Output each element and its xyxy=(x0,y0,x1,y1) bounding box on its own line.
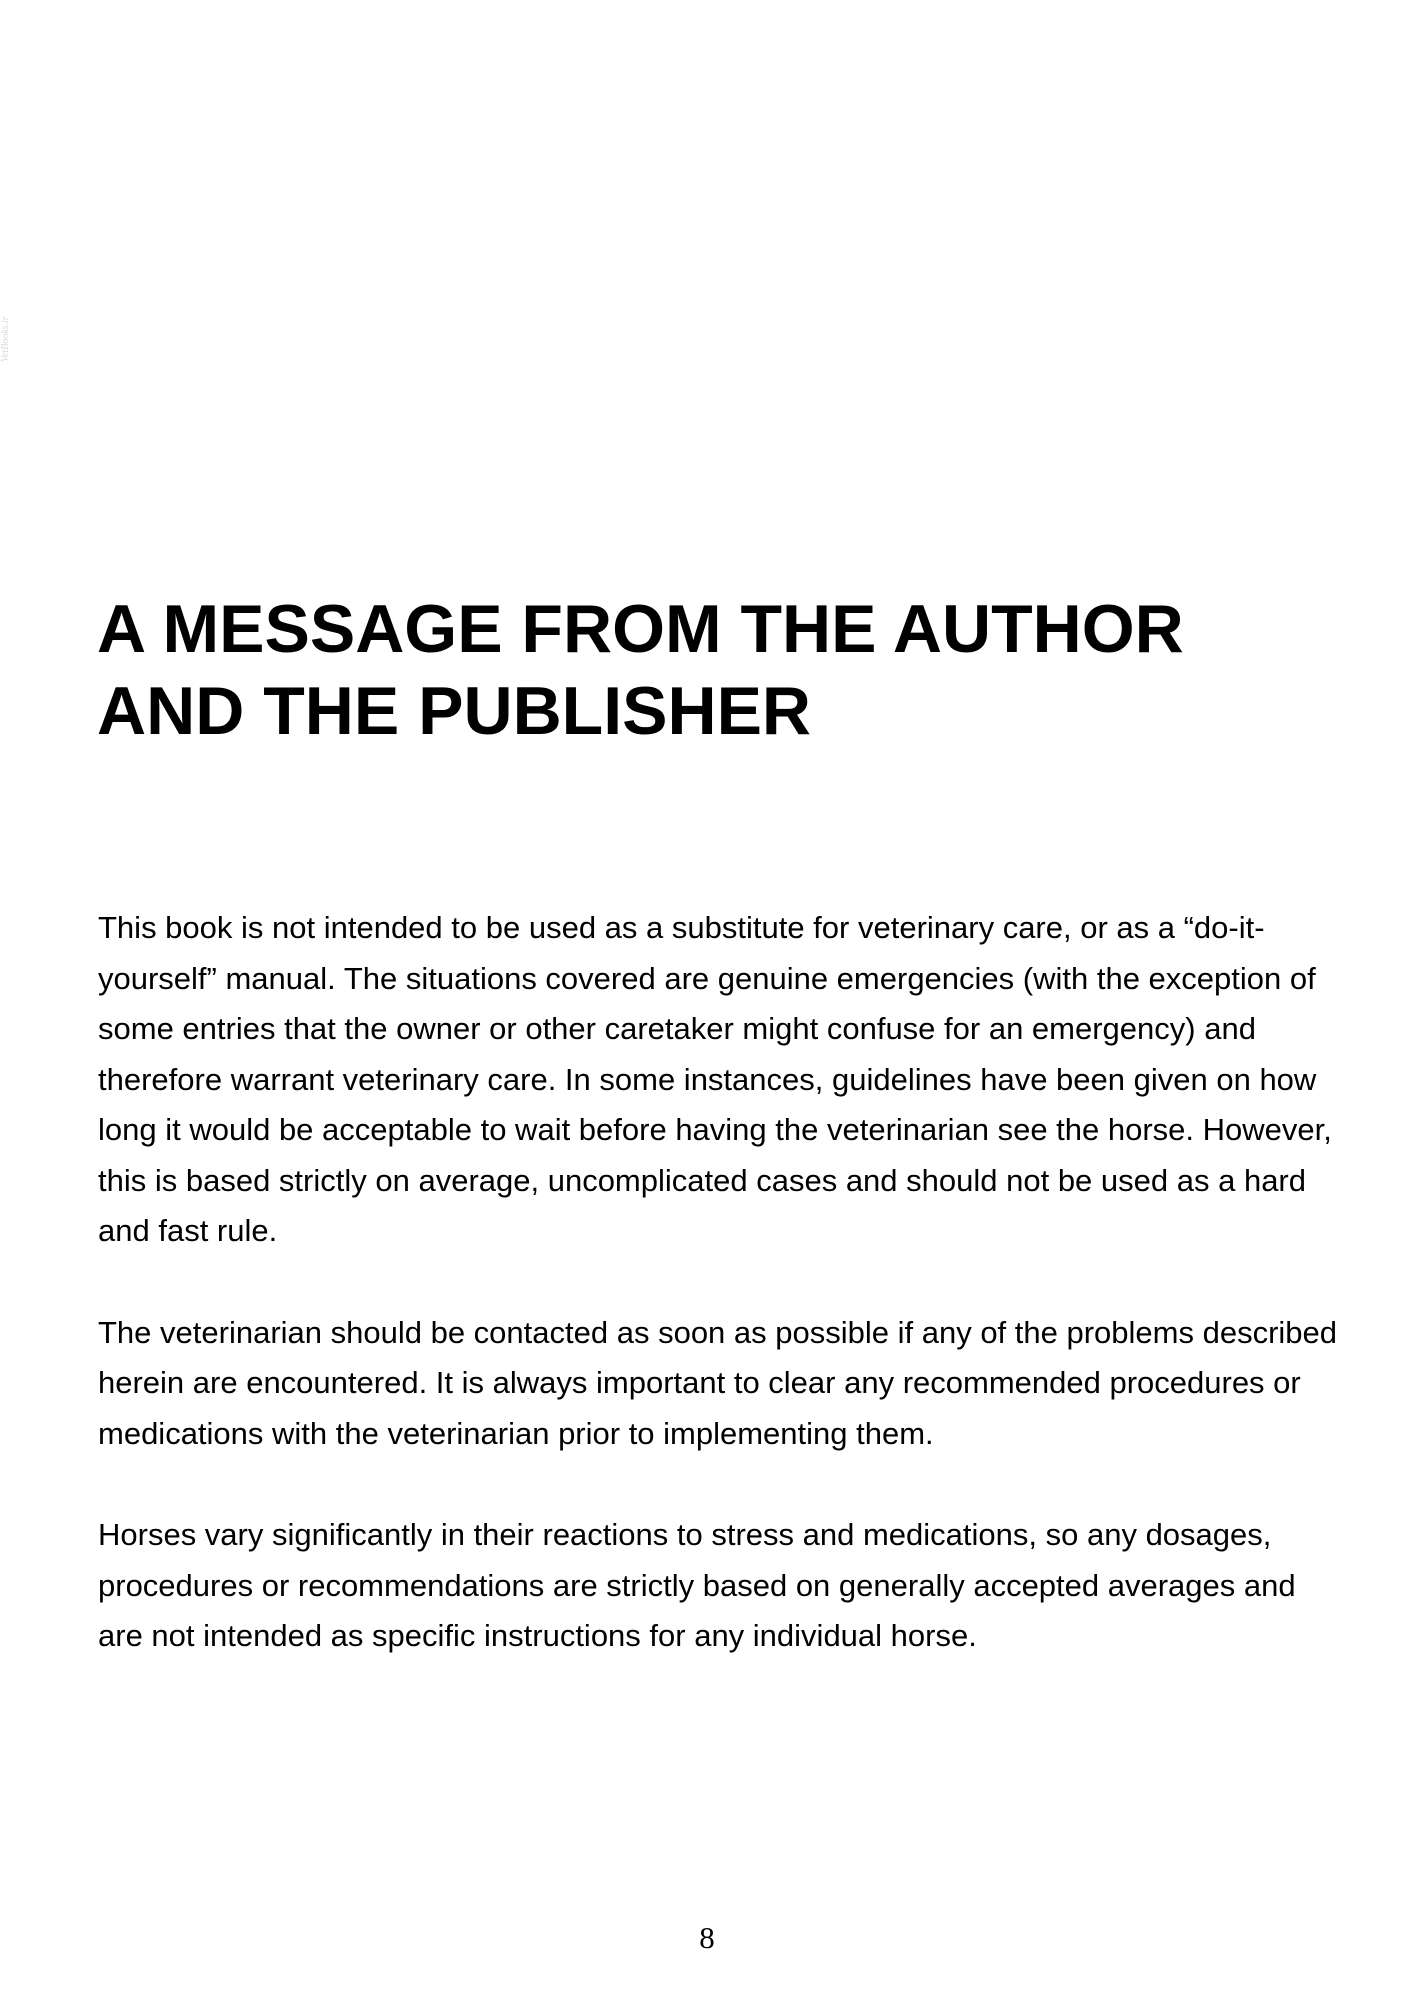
paragraph-1: This book is not intended to be used as a substitute for veterinary care, or as a “do-it-yourself” manual. The situations covered are genuine emergencies (with the exception of some entries that the owner or other caretaker might confuse for an emergency) and therefore warrant veterinary care. In some instances, guidelines have been given on how long it would be acceptable to wait before having the veterinarian see the horse. However, this is based strictly on average, uncomplicated cases and should not be used as a hard and fast rule. xyxy=(98,910,1332,1248)
page-title-line-1: A MESSAGE FROM THE AUTHOR xyxy=(97,591,1184,667)
page-number: 8 xyxy=(699,1920,715,1955)
paragraph-3: Horses vary significantly in their reactions to stress and medications, so any dosages, procedures or recommendations are strictly based on generally accepted averages and are not intended as specific instructions for any individual horse. xyxy=(98,1517,1296,1653)
paragraph-2: The veterinarian should be contacted as soon as possible if any of the problems described herein are encountered. It is always important to clear any recommended procedures or medications with the veterinarian prior to implementing them. xyxy=(98,1314,1338,1451)
body-text xyxy=(98,903,1338,1713)
watermark: VetBooks.ir xyxy=(0,316,11,362)
page-title xyxy=(97,588,1317,752)
page-title-line-2: AND THE PUBLISHER xyxy=(97,673,812,749)
